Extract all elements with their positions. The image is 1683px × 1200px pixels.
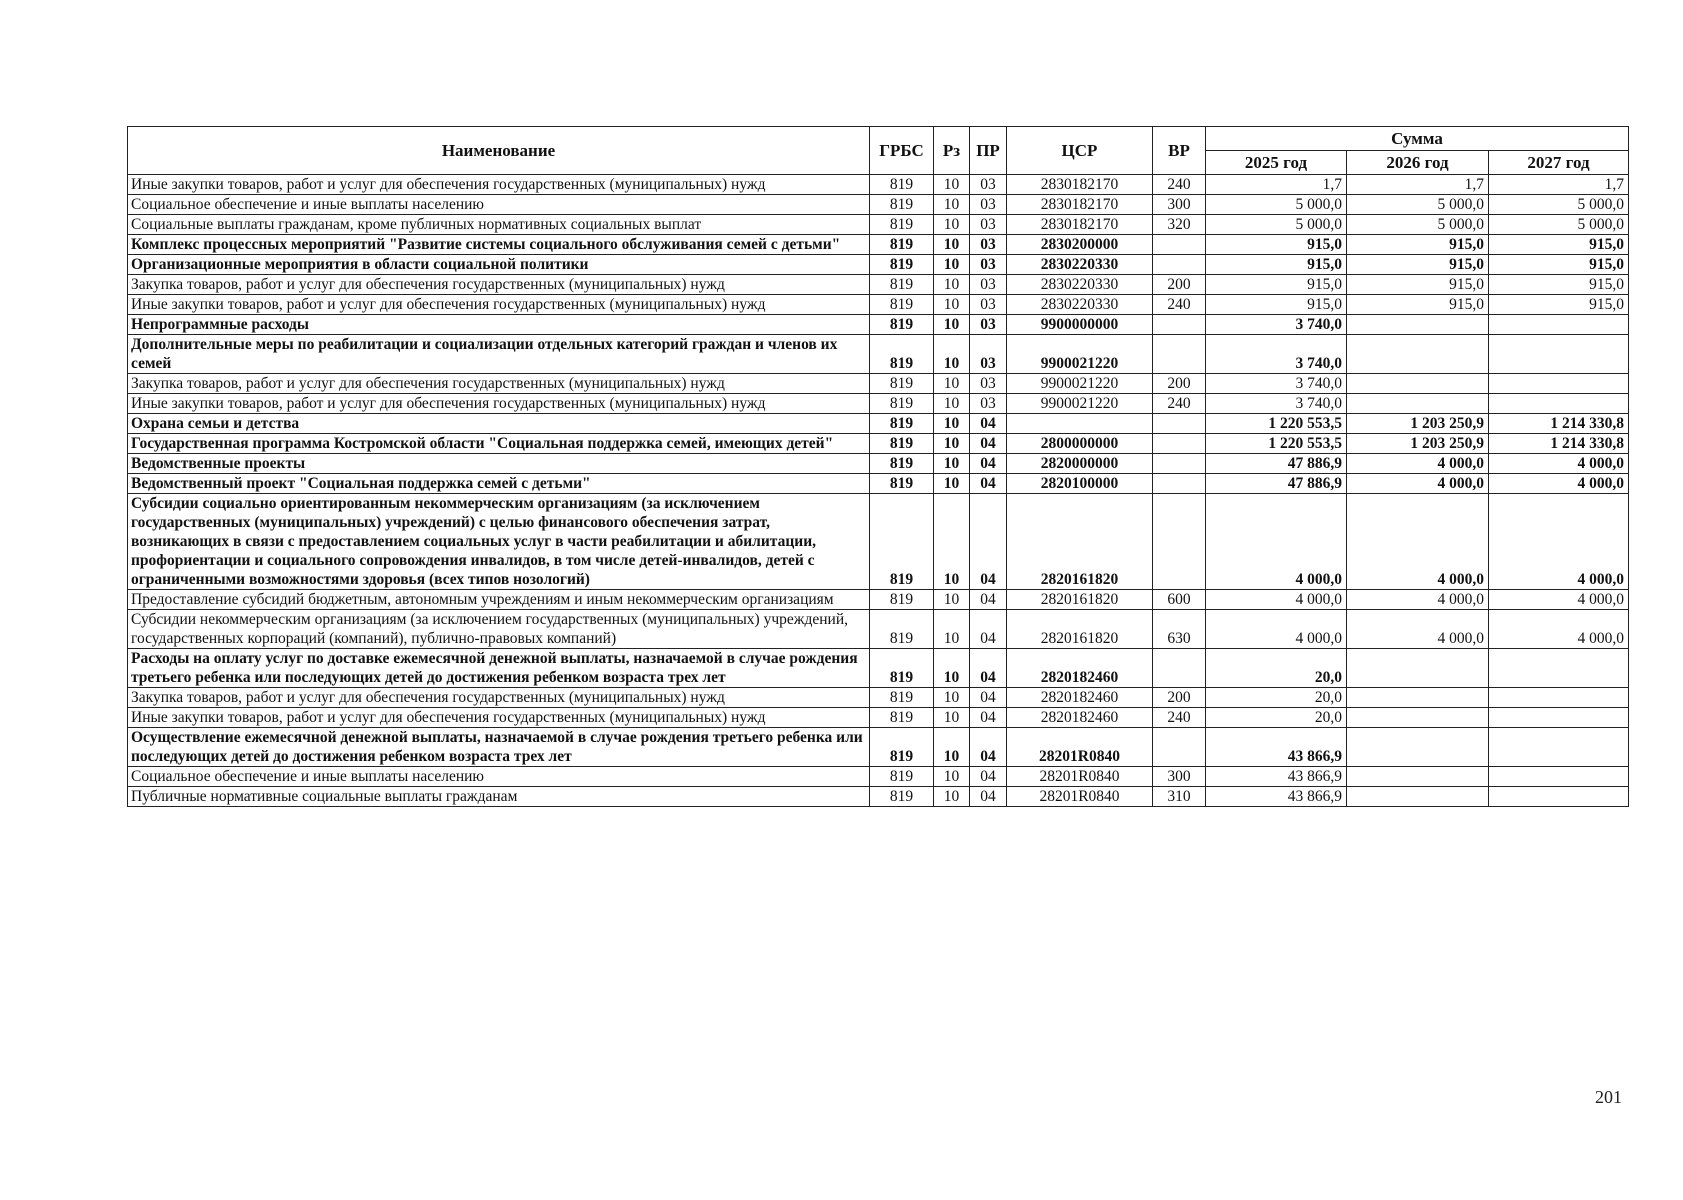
cell-csr: 2830200000	[1007, 235, 1153, 255]
table-row	[128, 195, 1629, 215]
cell-vr: 630	[1153, 610, 1206, 649]
cell-sum-2026: 4 000,0	[1347, 474, 1489, 494]
table-row	[128, 255, 1629, 275]
budget-table	[127, 126, 1629, 807]
cell-sum-2025: 3 740,0	[1206, 374, 1347, 394]
cell-sum-2026: 4 000,0	[1347, 454, 1489, 474]
cell-vr: 300	[1153, 195, 1206, 215]
cell-pr: 03	[970, 275, 1007, 295]
cell-grbs: 819	[870, 175, 934, 195]
cell-rz: 10	[934, 494, 970, 590]
table-row	[128, 454, 1629, 474]
cell-csr: 2820182460	[1007, 649, 1153, 688]
cell-vr: 240	[1153, 295, 1206, 315]
cell-rz: 10	[934, 175, 970, 195]
cell-rz: 10	[934, 787, 970, 807]
cell-sum-2025: 47 886,9	[1206, 474, 1347, 494]
cell-sum-2025: 43 866,9	[1206, 728, 1347, 767]
cell-vr	[1153, 728, 1206, 767]
cell-rz: 10	[934, 215, 970, 235]
cell-vr: 600	[1153, 590, 1206, 610]
cell-sum-2025: 5 000,0	[1206, 215, 1347, 235]
cell-sum-2026	[1347, 767, 1489, 787]
cell-csr: 28201R0840	[1007, 767, 1153, 787]
table-row	[128, 728, 1629, 767]
cell-pr: 03	[970, 175, 1007, 195]
cell-name: Субсидии некоммерческим организациям (за исключением государственных (муниципальных) учреждений, государственных корпораций (компаний), публично-правовых компаний)	[128, 610, 870, 649]
cell-pr: 04	[970, 688, 1007, 708]
cell-vr: 310	[1153, 787, 1206, 807]
cell-grbs: 819	[870, 494, 934, 590]
cell-sum-2027: 915,0	[1489, 235, 1629, 255]
cell-csr: 2820182460	[1007, 708, 1153, 728]
cell-sum-2026	[1347, 728, 1489, 767]
cell-vr	[1153, 434, 1206, 454]
cell-sum-2026	[1347, 688, 1489, 708]
table-row	[128, 649, 1629, 688]
cell-sum-2027	[1489, 767, 1629, 787]
cell-sum-2025: 3 740,0	[1206, 394, 1347, 414]
cell-rz: 10	[934, 195, 970, 215]
table-row	[128, 590, 1629, 610]
cell-vr: 200	[1153, 374, 1206, 394]
cell-vr	[1153, 649, 1206, 688]
cell-sum-2027: 5 000,0	[1489, 195, 1629, 215]
table-row	[128, 374, 1629, 394]
cell-grbs: 819	[870, 235, 934, 255]
cell-name: Закупка товаров, работ и услуг для обеспечения государственных (муниципальных) нужд	[128, 275, 870, 295]
cell-csr: 9900021220	[1007, 374, 1153, 394]
cell-pr: 04	[970, 767, 1007, 787]
table-row	[128, 175, 1629, 195]
cell-sum-2025: 915,0	[1206, 295, 1347, 315]
table-row	[128, 767, 1629, 787]
cell-rz: 10	[934, 315, 970, 335]
cell-csr: 9900021220	[1007, 335, 1153, 374]
cell-rz: 10	[934, 708, 970, 728]
cell-grbs: 819	[870, 335, 934, 374]
table-row	[128, 708, 1629, 728]
cell-sum-2026: 4 000,0	[1347, 494, 1489, 590]
cell-grbs: 819	[870, 787, 934, 807]
cell-vr: 240	[1153, 175, 1206, 195]
cell-sum-2025: 915,0	[1206, 235, 1347, 255]
cell-name: Дополнительные меры по реабилитации и социализации отдельных категорий граждан и членов их семей	[128, 335, 870, 374]
cell-pr: 04	[970, 649, 1007, 688]
cell-grbs: 819	[870, 708, 934, 728]
cell-sum-2026: 915,0	[1347, 255, 1489, 275]
cell-vr: 200	[1153, 275, 1206, 295]
table-row	[128, 335, 1629, 374]
cell-name: Социальные выплаты гражданам, кроме публичных нормативных социальных выплат	[128, 215, 870, 235]
header-rz: Рз	[934, 127, 970, 175]
cell-sum-2025: 47 886,9	[1206, 454, 1347, 474]
cell-vr: 240	[1153, 394, 1206, 414]
cell-sum-2026: 4 000,0	[1347, 590, 1489, 610]
cell-rz: 10	[934, 295, 970, 315]
cell-pr: 03	[970, 295, 1007, 315]
cell-pr: 03	[970, 215, 1007, 235]
table-row	[128, 688, 1629, 708]
table-row	[128, 235, 1629, 255]
cell-grbs: 819	[870, 374, 934, 394]
cell-sum-2025: 3 740,0	[1206, 315, 1347, 335]
cell-rz: 10	[934, 590, 970, 610]
cell-name: Закупка товаров, работ и услуг для обеспечения государственных (муниципальных) нужд	[128, 374, 870, 394]
cell-pr: 04	[970, 474, 1007, 494]
cell-sum-2027: 4 000,0	[1489, 474, 1629, 494]
table-row	[128, 610, 1629, 649]
cell-name: Ведомственные проекты	[128, 454, 870, 474]
cell-sum-2026: 1 203 250,9	[1347, 434, 1489, 454]
header-year-2026: 2026 год	[1347, 151, 1489, 175]
cell-sum-2027	[1489, 708, 1629, 728]
table-row	[128, 215, 1629, 235]
cell-vr	[1153, 335, 1206, 374]
header-vr: ВР	[1153, 127, 1206, 175]
table-row	[128, 434, 1629, 454]
cell-csr: 2820161820	[1007, 590, 1153, 610]
cell-csr: 2820161820	[1007, 494, 1153, 590]
cell-pr: 04	[970, 610, 1007, 649]
cell-sum-2026	[1347, 335, 1489, 374]
cell-grbs: 819	[870, 394, 934, 414]
header-csr: ЦСР	[1007, 127, 1153, 175]
table-row	[128, 295, 1629, 315]
cell-vr	[1153, 474, 1206, 494]
cell-grbs: 819	[870, 255, 934, 275]
cell-grbs: 819	[870, 275, 934, 295]
cell-csr: 2830220330	[1007, 275, 1153, 295]
cell-pr: 04	[970, 708, 1007, 728]
cell-pr: 03	[970, 335, 1007, 374]
cell-sum-2025: 915,0	[1206, 255, 1347, 275]
cell-pr: 03	[970, 374, 1007, 394]
cell-sum-2027	[1489, 649, 1629, 688]
cell-sum-2026	[1347, 708, 1489, 728]
cell-pr: 03	[970, 394, 1007, 414]
cell-name: Организационные мероприятия в области социальной политики	[128, 255, 870, 275]
cell-csr: 2820182460	[1007, 688, 1153, 708]
table-body	[128, 175, 1629, 807]
cell-rz: 10	[934, 454, 970, 474]
cell-vr: 320	[1153, 215, 1206, 235]
cell-pr: 04	[970, 494, 1007, 590]
cell-name: Непрограммные расходы	[128, 315, 870, 335]
table-row	[128, 275, 1629, 295]
cell-sum-2027: 4 000,0	[1489, 590, 1629, 610]
cell-rz: 10	[934, 728, 970, 767]
cell-grbs: 819	[870, 728, 934, 767]
cell-rz: 10	[934, 374, 970, 394]
cell-sum-2025: 4 000,0	[1206, 610, 1347, 649]
cell-sum-2026	[1347, 649, 1489, 688]
budget-table-sheet	[127, 126, 1628, 1080]
cell-sum-2026: 1 203 250,9	[1347, 414, 1489, 434]
cell-pr: 03	[970, 235, 1007, 255]
cell-sum-2027: 1,7	[1489, 175, 1629, 195]
cell-sum-2026: 5 000,0	[1347, 195, 1489, 215]
cell-pr: 04	[970, 787, 1007, 807]
cell-pr: 04	[970, 434, 1007, 454]
cell-name: Публичные нормативные социальные выплаты гражданам	[128, 787, 870, 807]
cell-name: Государственная программа Костромской области "Социальная поддержка семей, имеющих детей"	[128, 434, 870, 454]
cell-sum-2027: 1 214 330,8	[1489, 414, 1629, 434]
cell-csr: 2820000000	[1007, 454, 1153, 474]
header-pr: ПР	[970, 127, 1007, 175]
cell-pr: 04	[970, 414, 1007, 434]
cell-name: Социальное обеспечение и иные выплаты населению	[128, 195, 870, 215]
cell-pr: 03	[970, 255, 1007, 275]
cell-vr: 300	[1153, 767, 1206, 787]
table-row	[128, 394, 1629, 414]
cell-grbs: 819	[870, 215, 934, 235]
cell-sum-2025: 4 000,0	[1206, 494, 1347, 590]
cell-grbs: 819	[870, 474, 934, 494]
cell-sum-2027: 1 214 330,8	[1489, 434, 1629, 454]
cell-grbs: 819	[870, 610, 934, 649]
cell-sum-2026: 915,0	[1347, 295, 1489, 315]
cell-sum-2026: 915,0	[1347, 235, 1489, 255]
cell-name: Осуществление ежемесячной денежной выплаты, назначаемой в случае рождения третьего ребенка или последующих детей до достижения ребенком возраста трех лет	[128, 728, 870, 767]
header-year-2025: 2025 год	[1206, 151, 1347, 175]
cell-sum-2027: 915,0	[1489, 275, 1629, 295]
table-row	[128, 474, 1629, 494]
table-row	[128, 494, 1629, 590]
cell-sum-2026: 915,0	[1347, 275, 1489, 295]
cell-rz: 10	[934, 474, 970, 494]
cell-sum-2026	[1347, 315, 1489, 335]
cell-sum-2027: 915,0	[1489, 295, 1629, 315]
header-name: Наименование	[128, 127, 870, 175]
cell-csr: 2830220330	[1007, 255, 1153, 275]
cell-grbs: 819	[870, 454, 934, 474]
cell-name: Комплекс процессных мероприятий "Развитие системы социального обслуживания семей с детьми"	[128, 235, 870, 255]
cell-vr: 200	[1153, 688, 1206, 708]
table-row	[128, 787, 1629, 807]
cell-sum-2027	[1489, 787, 1629, 807]
cell-rz: 10	[934, 434, 970, 454]
table-header	[128, 127, 1629, 175]
cell-grbs: 819	[870, 649, 934, 688]
cell-rz: 10	[934, 275, 970, 295]
cell-sum-2027	[1489, 728, 1629, 767]
cell-grbs: 819	[870, 590, 934, 610]
cell-rz: 10	[934, 414, 970, 434]
cell-grbs: 819	[870, 434, 934, 454]
cell-csr	[1007, 414, 1153, 434]
cell-name: Расходы на оплату услуг по доставке ежемесячной денежной выплаты, назначаемой в случае рождения третьего ребенка или последующих детей до достижения ребенком возраста трех лет	[128, 649, 870, 688]
cell-sum-2027	[1489, 335, 1629, 374]
cell-sum-2025: 4 000,0	[1206, 590, 1347, 610]
cell-vr	[1153, 255, 1206, 275]
cell-pr: 03	[970, 195, 1007, 215]
header-grbs: ГРБС	[870, 127, 934, 175]
cell-sum-2025: 43 866,9	[1206, 787, 1347, 807]
cell-sum-2025: 20,0	[1206, 708, 1347, 728]
cell-sum-2027	[1489, 394, 1629, 414]
cell-csr: 9900000000	[1007, 315, 1153, 335]
cell-sum-2027: 4 000,0	[1489, 494, 1629, 590]
cell-rz: 10	[934, 335, 970, 374]
cell-sum-2026: 4 000,0	[1347, 610, 1489, 649]
cell-sum-2025: 43 866,9	[1206, 767, 1347, 787]
cell-sum-2025: 3 740,0	[1206, 335, 1347, 374]
cell-sum-2027	[1489, 315, 1629, 335]
table-row	[128, 315, 1629, 335]
cell-name: Закупка товаров, работ и услуг для обеспечения государственных (муниципальных) нужд	[128, 688, 870, 708]
cell-sum-2025: 1 220 553,5	[1206, 414, 1347, 434]
cell-sum-2026	[1347, 787, 1489, 807]
cell-rz: 10	[934, 649, 970, 688]
cell-csr: 9900021220	[1007, 394, 1153, 414]
cell-rz: 10	[934, 235, 970, 255]
cell-vr	[1153, 494, 1206, 590]
cell-csr: 2830182170	[1007, 195, 1153, 215]
cell-grbs: 819	[870, 414, 934, 434]
cell-sum-2027: 4 000,0	[1489, 454, 1629, 474]
cell-rz: 10	[934, 767, 970, 787]
cell-csr: 28201R0840	[1007, 728, 1153, 767]
cell-sum-2025: 1 220 553,5	[1206, 434, 1347, 454]
cell-pr: 04	[970, 728, 1007, 767]
cell-sum-2025: 20,0	[1206, 649, 1347, 688]
cell-pr: 04	[970, 590, 1007, 610]
cell-sum-2025: 20,0	[1206, 688, 1347, 708]
cell-csr: 2830220330	[1007, 295, 1153, 315]
cell-sum-2025: 1,7	[1206, 175, 1347, 195]
cell-sum-2026	[1347, 394, 1489, 414]
header-year-2027: 2027 год	[1489, 151, 1629, 175]
cell-name: Предоставление субсидий бюджетным, автономным учреждениям и иным некоммерческим организациям	[128, 590, 870, 610]
cell-name: Иные закупки товаров, работ и услуг для обеспечения государственных (муниципальных) нужд	[128, 175, 870, 195]
cell-vr: 240	[1153, 708, 1206, 728]
cell-sum-2027: 915,0	[1489, 255, 1629, 275]
cell-rz: 10	[934, 255, 970, 275]
cell-name: Ведомственный проект "Социальная поддержка семей с детьми"	[128, 474, 870, 494]
cell-vr	[1153, 235, 1206, 255]
cell-rz: 10	[934, 688, 970, 708]
cell-sum-2027	[1489, 688, 1629, 708]
cell-rz: 10	[934, 610, 970, 649]
cell-name: Субсидии социально ориентированным некоммерческим организациям (за исключением государственных (муниципальных) учреждений) с целью финансового обеспечения затрат, возникающих в связи с предоставлением социальных услуг в части реабилитации и абилитации, профориентации и социального сопровождения инвалидов, в том числе детей-инвалидов, детей с ограниченными возможностями здоровья (всех типов нозологий)	[128, 494, 870, 590]
cell-csr: 2830182170	[1007, 215, 1153, 235]
cell-name: Иные закупки товаров, работ и услуг для обеспечения государственных (муниципальных) нужд	[128, 708, 870, 728]
header-sum: Сумма	[1206, 127, 1629, 151]
table-row	[128, 414, 1629, 434]
cell-sum-2026: 5 000,0	[1347, 215, 1489, 235]
cell-name: Охрана семьи и детства	[128, 414, 870, 434]
cell-sum-2027	[1489, 374, 1629, 394]
cell-grbs: 819	[870, 688, 934, 708]
cell-vr	[1153, 454, 1206, 474]
cell-csr: 28201R0840	[1007, 787, 1153, 807]
cell-vr	[1153, 315, 1206, 335]
cell-sum-2026	[1347, 374, 1489, 394]
cell-csr: 2830182170	[1007, 175, 1153, 195]
cell-grbs: 819	[870, 295, 934, 315]
cell-name: Иные закупки товаров, работ и услуг для обеспечения государственных (муниципальных) нужд	[128, 295, 870, 315]
cell-sum-2026: 1,7	[1347, 175, 1489, 195]
cell-rz: 10	[934, 394, 970, 414]
cell-csr: 2800000000	[1007, 434, 1153, 454]
cell-sum-2025: 915,0	[1206, 275, 1347, 295]
cell-sum-2025: 5 000,0	[1206, 195, 1347, 215]
cell-pr: 04	[970, 454, 1007, 474]
cell-sum-2027: 5 000,0	[1489, 215, 1629, 235]
cell-name: Иные закупки товаров, работ и услуг для обеспечения государственных (муниципальных) нужд	[128, 394, 870, 414]
page-number: 201	[1595, 1087, 1622, 1107]
cell-grbs: 819	[870, 315, 934, 335]
cell-pr: 03	[970, 315, 1007, 335]
cell-name: Социальное обеспечение и иные выплаты населению	[128, 767, 870, 787]
cell-grbs: 819	[870, 195, 934, 215]
cell-vr	[1153, 414, 1206, 434]
cell-csr: 2820161820	[1007, 610, 1153, 649]
cell-sum-2027: 4 000,0	[1489, 610, 1629, 649]
cell-csr: 2820100000	[1007, 474, 1153, 494]
cell-grbs: 819	[870, 767, 934, 787]
